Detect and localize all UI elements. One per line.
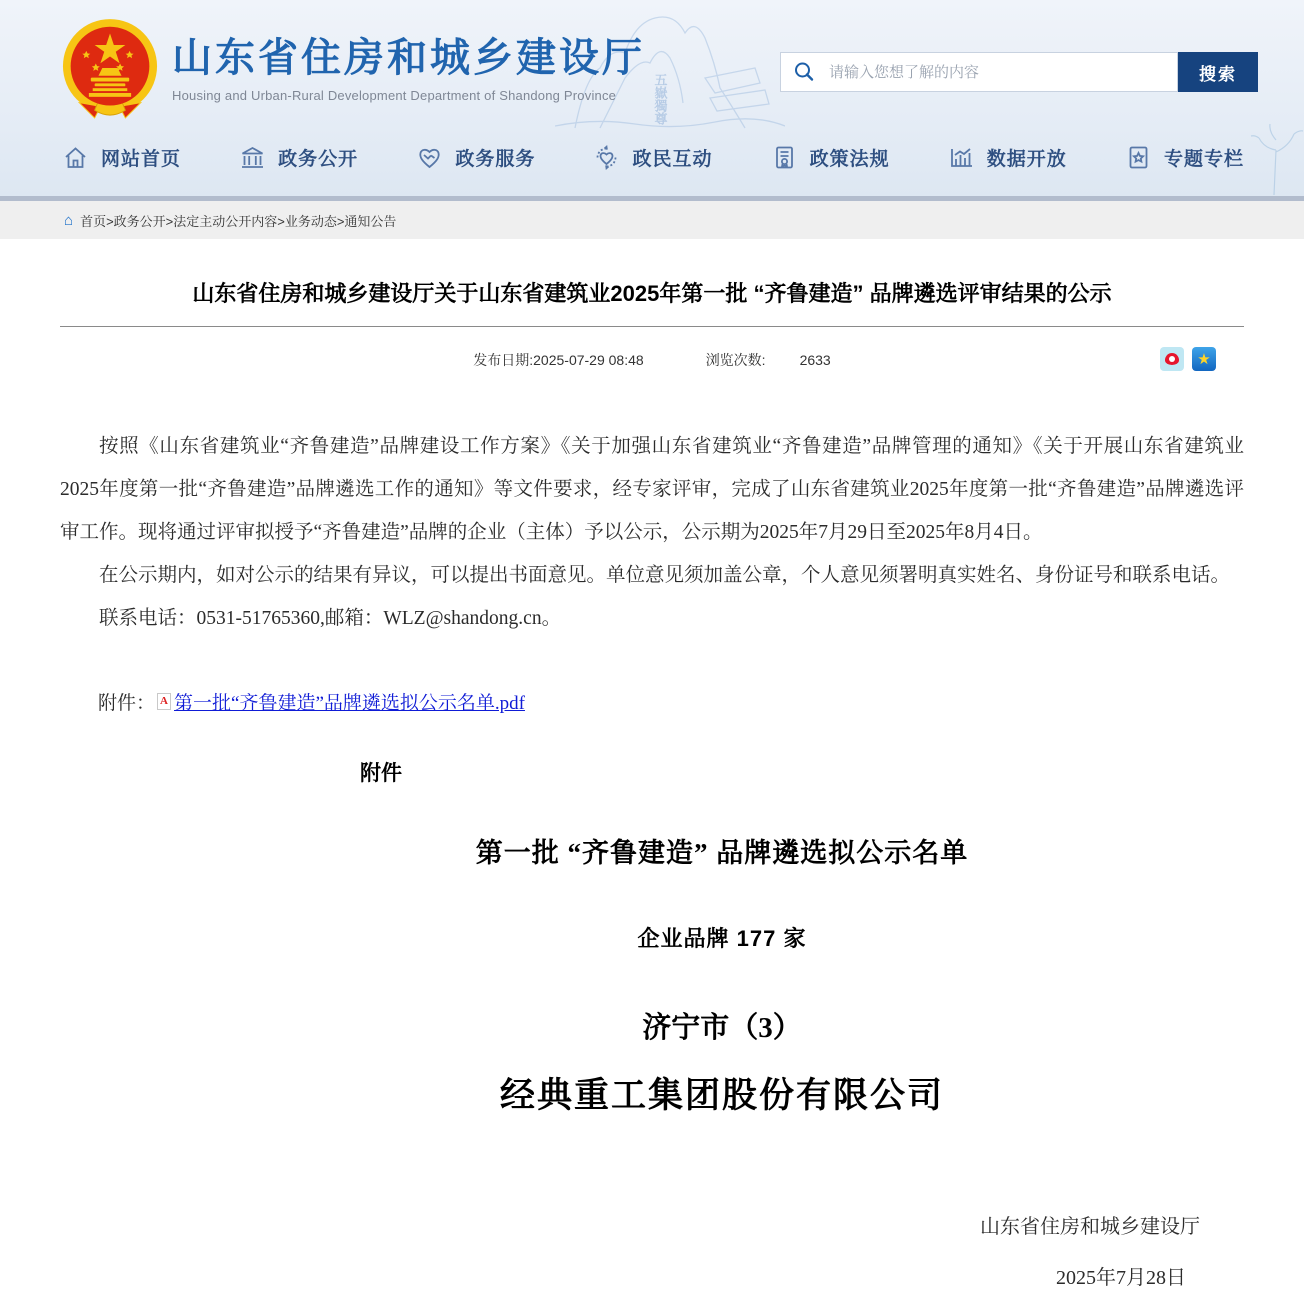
nav-label: 数据开放: [986, 148, 1067, 170]
nav-item-open-data[interactable]: [948, 144, 1067, 171]
national-emblem-logo: [62, 18, 158, 120]
article-content: [0, 279, 1304, 1290]
attachment-document-preview: [292, 757, 1152, 1118]
breadcrumb[interactable]: [0, 201, 1304, 239]
search-input[interactable]: [829, 64, 1165, 81]
nav-label: 网站首页: [101, 148, 182, 170]
star-document-icon: [1125, 144, 1152, 171]
home-icon: [62, 144, 89, 171]
government-building-icon: [239, 144, 266, 171]
article-body: [60, 425, 1244, 640]
bar-chart-icon: [948, 144, 975, 171]
breadcrumb-path[interactable]: 首页>政务公开>法定主动公开内容>业务动态>通知公告: [80, 213, 397, 229]
views-count: 2633: [799, 351, 831, 368]
main-navigation: [0, 124, 1304, 190]
signature-block: [60, 1210, 1244, 1290]
pdf-file-icon: [157, 693, 171, 710]
doc-city-heading: 济宁市（3）: [642, 1011, 802, 1044]
attachment-label: 附件：: [98, 692, 156, 714]
nav-item-public-interaction[interactable]: [593, 144, 712, 171]
nav-label: 政务服务: [455, 148, 536, 170]
policy-document-icon: [771, 144, 798, 171]
handshake-icon: [416, 144, 443, 171]
doc-subtitle: 企业品牌 177 家: [637, 925, 807, 951]
doc-annex-label: 附件: [360, 761, 402, 785]
attachment-row: [60, 688, 1244, 715]
nav-label: 政务公开: [278, 148, 359, 170]
weibo-share-icon[interactable]: [1160, 347, 1184, 371]
signature-date: 2025年7月28日: [1056, 1266, 1186, 1289]
nav-item-special-topics[interactable]: [1125, 144, 1244, 171]
views-label: 浏览次数:: [705, 351, 766, 368]
doc-title: 第一批 “齐鲁建造” 品牌遴选拟公示名单: [475, 837, 969, 868]
nav-label: 政策法规: [809, 148, 890, 170]
nav-label: 专题专栏: [1163, 148, 1244, 170]
nav-item-home[interactable]: [62, 144, 181, 171]
article-meta: [60, 347, 1244, 373]
site-subtitle-en: Housing and Urban-Rural Development Department of Shandong Province: [172, 88, 617, 103]
paragraph: 按照《山东省建筑业“齐鲁建造”品牌建设工作方案》《关于加强山东省建筑业“齐鲁建造”品牌管理的通知》《关于开展山东省建筑业2025年度第一批“齐鲁建造”品牌遴选工作的通知》等文件要求，经专家评审，完成了山东省建筑业2025年度第一批“齐鲁建造”品牌遴选评审工作。现将通过评审拟授予“齐鲁建造”品牌的企业（主体）予以公示，公示期为2025年7月29日至2025年8月4日。: [60, 435, 1244, 543]
search-icon: [793, 61, 815, 83]
nav-item-policies[interactable]: [771, 144, 890, 171]
search-button[interactable]: 搜索: [1178, 52, 1258, 92]
nav-label: 政民互动: [632, 148, 713, 170]
nav-item-gov-disclosure[interactable]: [239, 144, 358, 171]
share-icons: [1160, 347, 1216, 371]
paragraph-contact: 联系电话：0531-51765360,邮箱：WLZ@shandong.cn。: [99, 607, 562, 629]
interaction-heart-icon: [593, 144, 620, 171]
signature-org: 山东省住房和城乡建设厅: [980, 1215, 1200, 1238]
publish-date: 发布日期:2025-07-29 08:48: [473, 351, 644, 368]
attachment-link[interactable]: 第一批“齐鲁建造”品牌遴选拟公示名单.pdf: [174, 692, 525, 714]
svg-text:五嶽獨尊: 五嶽獨尊: [652, 73, 668, 125]
site-title: 山东省住房和城乡建设厅: [172, 36, 645, 80]
page-title: 山东省住房和城乡建设厅关于山东省建筑业2025年第一批 “齐鲁建造” 品牌遴选评审结果的公示: [192, 281, 1112, 306]
title-divider: [60, 326, 1244, 327]
nav-item-gov-services[interactable]: [416, 144, 535, 171]
search-bar: [780, 52, 1258, 92]
breadcrumb-home-icon: ⌂: [64, 211, 74, 229]
paragraph: 在公示期内，如对公示的结果有异议，可以提出书面意见。单位意见须加盖公章，个人意见须署明真实姓名、身份证号和联系电话。: [99, 564, 1231, 586]
doc-company-name: 经典重工集团股份有限公司: [499, 1075, 944, 1115]
site-header: [0, 0, 1304, 196]
qzone-share-icon[interactable]: ★: [1192, 347, 1216, 371]
